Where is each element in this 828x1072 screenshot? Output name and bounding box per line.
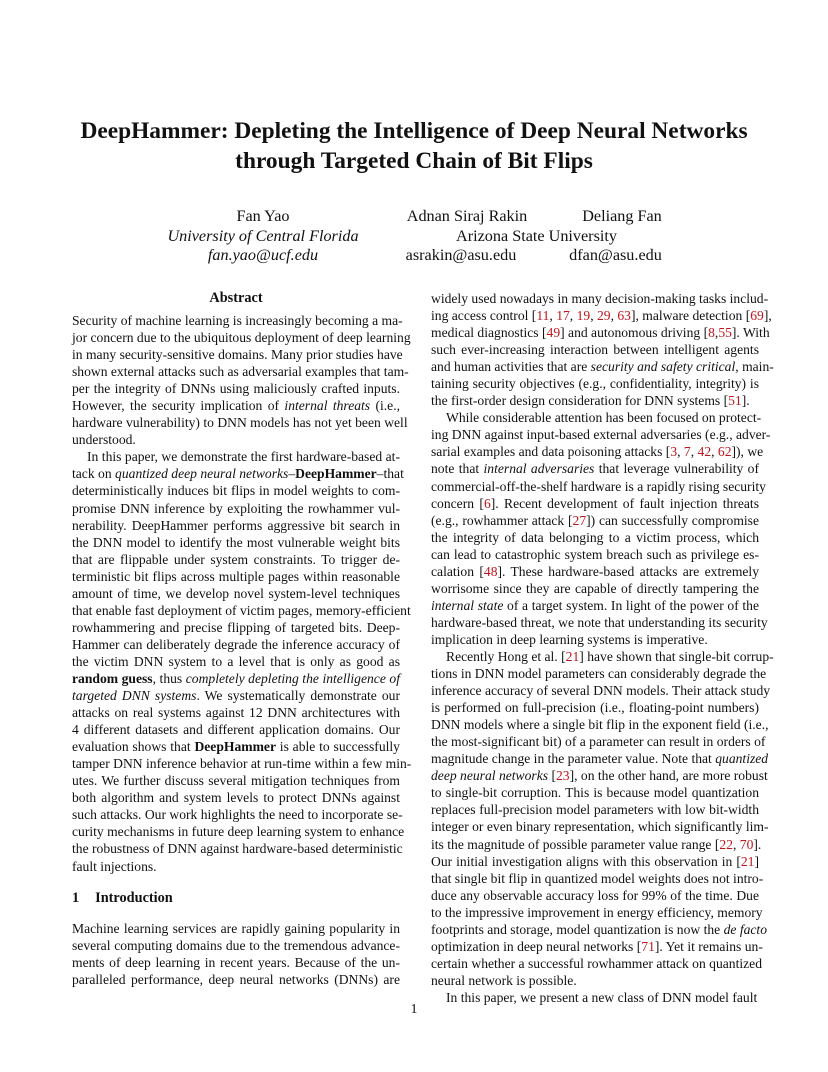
title-line-2: through Targeted Chain of Bit Flips — [235, 148, 593, 174]
intro-paragraph-1-start: Machine learning services are rapidly gaining popularity in several computing domains due to the tremendous advance- ments of deep learning in recent years. Because of the un- paralleled performance, deep neural networks (DNNs) are — [72, 920, 400, 987]
intro-paragraph-2: While considerable attention has been focused on protect- ing DNN against input-based external adversaries (e.g., adver- sarial examples and data poisoning attacks [3, 7, 42, 62]), we note that internal adversaries that leverage vulnerability of commercial-off-the-shelf hardware is a rapidly rising security concern [6]. Recent development of fault injection threats (e.g., rowhammer attack [27]) can successfully compromise the integrity of data belonging to a victim process, which can lead to catastrophic system breach such as privilege es- calation [48]. These hardware-based attacks are extremely worrisome since they are capable of directly tampering the internal state of a target system. In light of the power of the hardware-based threat, we note that understanding its security implication in deep learning systems is imperative. — [431, 410, 771, 647]
section-heading-introduction — [72, 889, 400, 907]
abstract-heading: Abstract — [209, 290, 263, 306]
author-name-rakin: Adnan Siraj Rakin — [406, 207, 528, 225]
author-name: Fan Yao — [236, 207, 290, 225]
author-block-yao — [163, 207, 363, 266]
page-number: 1 — [410, 1002, 418, 1017]
author-name-fan: Deliang Fan — [582, 207, 662, 225]
section-title: Introduction — [95, 889, 173, 906]
paper-title — [60, 116, 768, 176]
intro-paragraph-1-cont: widely used nowadays in many decision-making tasks includ- ing access control [11, 17, 19, 29, 63], malware detection [69], medical diagnostics [49] and autonomous driving [8,55]. With such ever-increasing interaction between intelligent agents and human activities that are security and safety critical, main- taining security objectives (e.g., confidentiality, integrity) is the first-order design consideration for DNN systems [51]. — [431, 291, 774, 409]
author-affiliation-asu: Arizona State University — [456, 226, 617, 245]
intro-paragraph-3: Recently Hong et al. [21] have shown that single-bit corrup- tions in DNN model parameters can considerably degrade the inference accuracy of several DNN models. Their attack study is performed on full-precision (i.e., floating-point numbers) DNN models where a single bit flip in the exponent field (i.e., the most-significant bit) of a parameter can result in orders of magnitude change in the parameter value. Note that quantized deep neural networks [23], on the other hand, are more robust to single-bit corruption. This is because model quantization replaces full-precision model parameters with low bit-width integer or even binary representation, which significantly lim- its the magnitude of possible parameter value range [22, 70]. Our initial investigation aligns with this observation in [21] that single bit flip in quantized model weights does not intro- duce any observable accuracy loss for 99% of the time. Due to the impressive improvement in energy efficiency, memory footprints and storage, model quantization is now the de facto optimization in deep neural networks [71]. Yet it remains un- certain whether a successful rowhammer attack on quantized neural network is possible. — [431, 648, 774, 988]
title-line-1: DeepHammer: Depleting the Intelligence of Deep Neural Networks — [80, 118, 748, 144]
abstract-paragraph-1: Security of machine learning is increasingly becoming a ma- jor concern due to the ubiquitous deployment of deep learning in many security-sensitive domains. Many prior studies have shown external attacks such as adversarial examples that tam- per the integrity of DNNs using maliciously crafted inputs. However, the security implication of internal threats (i.e., hardware vulnerability) to DNN models has not yet been well understood. — [72, 313, 411, 448]
author-email-fan: dfan@asu.edu — [569, 246, 662, 264]
right-column — [431, 290, 774, 1006]
author-email-rakin: asrakin@asu.edu — [405, 246, 517, 264]
author-email: fan.yao@ucf.edu — [207, 246, 319, 264]
author-affiliation: University of Central Florida — [167, 226, 359, 245]
abstract-paragraph-2: In this paper, we demonstrate the first hardware-based at- tack on quantized deep neural networks–DeepHammer–that deterministically induces bit flips in model weights to com- promise DNN inference by exploiting the rowhammer vul- nerability. DeepHammer performs aggressive bit search in the DNN model to identify the most vulnerable weight bits that are flippable under system constraints. To trigger de- terministic bit flips across multiple pages within reasonable amount of time, we develop novel system-level techniques that enable fast deployment of victim pages, memory-efficient rowhammering and precise flipping of targeted bits. Deep- Hammer can deliberately degrade the inference accuracy of the victim DNN system to a level that is only as good as random guess, thus completely depleting the intelligence of targeted DNN systems. We systematically demonstrate our attacks on real systems against 12 DNN architectures with 4 different datasets and different application domains. Our evaluation shows that DeepHammer is able to successfully tamper DNN inference behavior at run-time within a few min- utes. We further discuss several mitigation techniques from both algorithm and system levels to protect DNNs against such attacks. Our work highlights the need to incorporate se- curity mechanisms in future deep learning system to enhance the robustness of DNN against hardware-based deterministic fault injections. — [72, 449, 412, 874]
intro-paragraph-4-start: In this paper, we present a new class of DNN model fault — [446, 989, 758, 1005]
left-column — [72, 289, 412, 988]
section-number: 1 — [72, 889, 80, 906]
